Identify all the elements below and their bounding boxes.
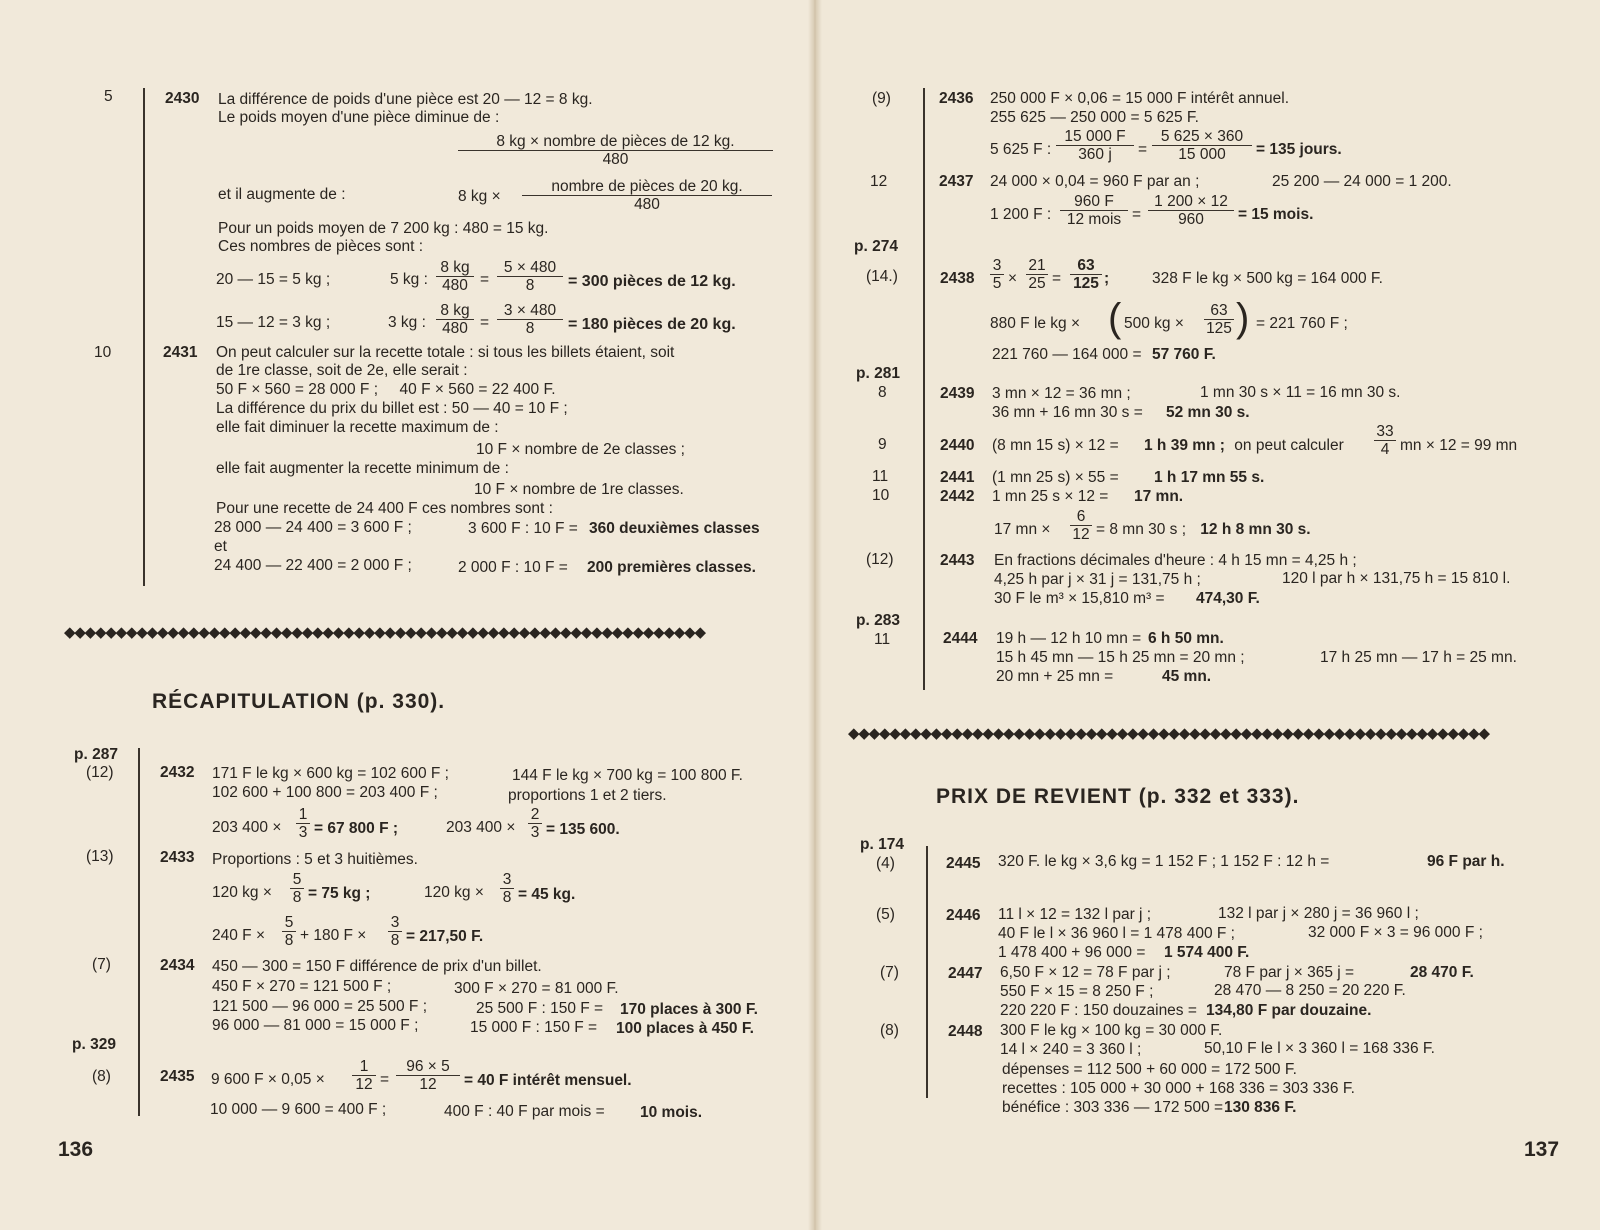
fraction: $\frac{1}{3}$ [296,806,310,841]
text-line: + 180 F × [300,927,367,944]
problem-number: 2446 [946,907,981,924]
text-line: 240 F × [212,927,265,944]
text-line: 28 000 — 24 400 = 3 600 F ; [214,519,412,536]
text-line: 203 400 × [446,819,516,836]
equals: = [1052,270,1062,287]
result: 28 470 F. [1410,964,1474,981]
text-line: 32 000 F × 3 = 96 000 F ; [1308,924,1483,941]
result: 100 places à 450 F. [616,1020,754,1037]
text-line: 19 h — 12 h 10 mn = [996,630,1146,647]
equals: = [480,271,490,288]
text-line: recettes : 105 000 + 30 000 + 168 336 = 303 336 F. [1002,1080,1355,1097]
problem-number: 2430 [165,90,200,107]
text-line: 17 h 25 mn — 17 h = 25 mn. [1320,649,1517,666]
text-line: elle fait diminuer la recette maximum de : [216,419,499,436]
page-number: 136 [58,1138,94,1161]
text-line: 400 F : 40 F par mois = [444,1103,609,1120]
text-line: Proportions : 5 et 3 huitièmes. [212,851,418,868]
text-line: 550 F × 15 = 8 250 F ; [1000,983,1154,1000]
text-line: 120 l par h × 131,75 h = 15 810 l. [1282,570,1511,587]
text-line: 20 mn + 25 mn = [996,668,1118,685]
text-line: 3 kg : [388,314,426,331]
margin-ref: (4) [876,855,895,872]
text-line: 2 000 F : 10 F = [458,559,573,576]
text-line: 1 478 400 + 96 000 = [998,944,1150,961]
text-line: 50 F × 560 = 28 000 F ; 40 F × 560 = 22 400 F. [216,381,556,398]
fraction: $\frac{21}{25}$ [1026,257,1048,292]
result: = 40 F intérêt mensuel. [464,1072,632,1089]
text-line: 328 F le kg × 500 kg = 164 000 F. [1152,270,1383,287]
text-line: 8 kg × [458,188,501,205]
text-line: 11 l × 12 = 132 l par j ; [998,906,1152,923]
text-line: 120 kg × [212,884,272,901]
text-line: mn × 12 = 99 mn [1400,437,1518,454]
text-line: 24 000 × 0,04 = 960 F par an ; [990,173,1200,190]
margin-ref: (9) [872,90,891,107]
result: = 135 600. [546,821,620,838]
margin-page-ref: p. 287 [74,746,118,763]
text-line: 5 kg : [390,271,428,288]
text-line: 6,50 F × 12 = 78 F par j ; [1000,964,1171,981]
problem-number: 2433 [160,849,195,866]
margin-rule [923,88,925,690]
text-line: 500 kg × [1124,315,1184,332]
problem-number: 2437 [939,173,974,190]
fraction: $\frac{15 000 F}{360 j}$ [1056,128,1134,163]
margin-page-ref: p. 329 [72,1036,116,1053]
text-line: 102 600 + 100 800 = 203 400 F ; [212,784,438,801]
fraction: 8 kg × nombre de pièces de 12 kg. 480 [458,133,773,168]
text-line: 20 — 15 = 5 kg ; [216,271,331,288]
margin-page-ref: p. 274 [854,238,898,255]
problem-number: 2432 [160,764,195,781]
text-line: 4,25 h par j × 31 j = 131,75 h ; [994,571,1201,588]
fraction: $\frac{5}{8}$ [290,871,304,906]
text-line: 50,10 F le l × 3 360 l = 168 336 F. [1204,1040,1435,1057]
text-line: 17 mn × [994,521,1051,538]
text-line: 1 mn 25 s × 12 = [992,488,1113,505]
text-line: 3 mn × 12 = 36 mn ; [992,385,1131,402]
fraction: $\frac{3}{5}$ [990,257,1004,292]
problem-number: 2447 [948,965,983,982]
margin-ref: (7) [880,964,899,981]
margin-ref: 10 [872,487,890,504]
result: = 15 mois. [1238,206,1314,223]
fraction: $\frac{3 \times 480}{8}$ [497,302,563,337]
text-line: 78 F par j × 365 j = [1224,964,1359,981]
text-line: proportions 1 et 2 tiers. [508,787,667,804]
margin-ref: (12) [866,551,894,568]
result: 1 h 39 mn ; [1144,437,1225,454]
fraction: nombre de pièces de 20 kg. 480 [522,178,772,213]
page-number: 137 [1524,1138,1560,1161]
result: 130 836 F. [1224,1099,1297,1116]
text-line: (8 mn 15 s) × 12 = [992,437,1123,454]
problem-number: 2445 [946,855,981,872]
problem-number: 2435 [160,1068,195,1085]
problem-number: 2438 [940,270,975,287]
fraction: $\frac{2}{3}$ [528,806,542,841]
fraction: $\frac{33}{4}$ [1374,423,1396,458]
margin-rule [926,846,928,1098]
text-line: 132 l par j × 280 j = 36 960 l ; [1218,905,1419,922]
text-line: = 8 mn 30 s ; [1096,521,1187,538]
margin-ref: 5 [104,88,113,105]
text-line: 30 F le m³ × 15,810 m³ = [994,590,1169,607]
text-line: 220 220 F : 150 douzaines = [1000,1002,1202,1019]
text-line: 250 000 F × 0,06 = 15 000 F intérêt annuel. [990,90,1290,107]
equals: = [480,314,490,331]
text-line: 144 F le kg × 700 kg = 100 800 F. [512,767,743,784]
text-line: La différence de poids d'une pièce est 20 — 12 = 8 kg. [218,91,593,108]
result: = 45 kg. [518,886,576,903]
problem-number: 2443 [940,552,975,569]
text-line: 300 F le kg × 100 kg = 30 000 F. [1000,1022,1223,1039]
fraction: $\frac{8 kg}{480}$ [436,302,474,337]
fraction: $\frac{5 625 \times 360}{15 000}$ [1152,128,1252,163]
text-line: 171 F le kg × 600 kg = 102 600 F ; [212,765,449,782]
text-line: de 1re classe, soit de 2e, elle serait : [216,362,468,379]
fraction: $\frac{5}{8}$ [282,914,296,949]
margin-ref: 10 [94,344,112,361]
text-line: 880 F le kg × [990,315,1081,332]
text-line: 15 — 12 = 3 kg ; [216,314,331,331]
fraction: $\frac{63}{125}$ [1204,302,1234,337]
text-line: 450 — 300 = 150 F différence de prix d'un billet. [212,958,542,975]
text-line: 25 500 F : 150 F = [476,1000,608,1017]
text-line: 221 760 — 164 000 = [992,346,1146,363]
text-line: 300 F × 270 = 81 000 F. [454,980,619,997]
text-line: 28 470 — 8 250 = 20 220 F. [1214,982,1406,999]
problem-number: 2448 [948,1023,983,1040]
problem-number: 2442 [940,488,975,505]
result: 474,30 F. [1196,590,1260,607]
fraction: $\frac{6}{12}$ [1070,508,1092,543]
left-parenthesis: ( [1108,296,1122,340]
result: 17 mn. [1134,488,1184,505]
fraction: $\frac{5 \times 480}{8}$ [497,259,563,294]
margin-ref: 11 [872,468,889,485]
result: = 135 jours. [1256,141,1342,158]
text-line: 1 mn 30 s × 11 = 16 mn 30 s. [1200,384,1401,401]
margin-ref: (12) [86,764,114,781]
result: 170 places à 300 F. [620,1001,758,1018]
separator: ; [1104,270,1110,287]
section-title: PRIX DE REVIENT (p. 332 et 333). [936,785,1300,808]
section-title: RÉCAPITULATION (p. 330). [152,690,446,713]
result: = 180 pièces de 20 kg. [568,316,736,333]
margin-ref: 9 [878,436,887,453]
fraction: $\frac{8 kg}{480}$ [436,259,474,294]
result: 12 h 8 mn 30 s. [1196,521,1311,538]
fraction: $\frac{63}{125}$ [1070,257,1102,292]
result: = 75 kg ; [308,885,371,902]
problem-number: 2434 [160,957,195,974]
problem-number: 2431 [163,344,198,361]
problem-number: 2439 [940,385,975,402]
margin-page-ref: p. 174 [860,836,904,853]
text-line: Le poids moyen d'une pièce diminue de : [218,109,500,126]
result: 10 mois. [640,1104,703,1121]
operator: × [1008,270,1018,287]
margin-rule [138,748,140,1116]
margin-rule [143,88,145,586]
text-line: On peut calculer sur la recette totale : si tous les billets étaient, soit [216,344,675,361]
text-line: 203 400 × [212,819,282,836]
result: 96 F par h. [1427,853,1505,870]
text-line: 450 F × 270 = 121 500 F ; [212,978,392,995]
result: 360 deuxièmes classes [589,520,760,537]
fraction: $\frac{3}{8}$ [500,871,514,906]
text-line: 96 000 — 81 000 = 15 000 F ; [212,1017,419,1034]
text-line: Ces nombres de pièces sont : [218,238,424,255]
text-line: 40 F le l × 36 960 l = 1 478 400 F ; [998,925,1235,942]
margin-ref: (14.) [866,268,898,285]
margin-ref: (8) [92,1068,111,1085]
text-line: 10 000 — 9 600 = 400 F ; [210,1101,387,1118]
margin-ref: 11 [874,631,891,648]
problem-number: 2441 [940,469,975,486]
text-line: 9 600 F × 0,05 × [211,1071,325,1088]
text-line: 255 625 — 250 000 = 5 625 F. [990,109,1199,126]
text-line: 1 200 F : [990,206,1052,223]
result: 1 574 400 F. [1164,944,1250,961]
text-line: La différence du prix du billet est : 50 — 40 = 10 F ; [216,400,568,417]
margin-ref: (7) [92,956,111,973]
result: = 300 pièces de 12 kg. [568,273,736,290]
result: 45 mn. [1162,668,1212,685]
text-line: elle fait augmenter la recette minimum de : [216,460,509,477]
text-line: Pour un poids moyen de 7 200 kg : 480 = 15 kg. [218,220,549,237]
text-line: 24 400 — 22 400 = 2 000 F ; [214,557,412,574]
margin-ref: (5) [876,906,895,923]
result: 6 h 50 mn. [1148,630,1224,647]
problem-number: 2440 [940,437,975,454]
fraction: $\frac{1}{12}$ [352,1058,376,1093]
margin-ref: (13) [86,848,114,865]
text-line: 10 F × nombre de 2e classes ; [476,441,685,458]
text-line: bénéfice : 303 336 — 172 500 = [1002,1099,1228,1116]
margin-ref: 12 [870,173,888,190]
equals: = [1138,141,1148,158]
margin-page-ref: p. 281 [856,365,900,382]
text-line: (1 mn 25 s) × 55 = [992,469,1123,486]
fraction: $\frac{3}{8}$ [388,914,402,949]
text-line: 121 500 — 96 000 = 25 500 F ; [212,998,428,1015]
margin-ref: 8 [878,384,887,401]
result: 200 premières classes. [587,559,756,576]
text-line: 25 200 — 24 000 = 1 200. [1272,173,1452,190]
result: 1 h 17 mn 55 s. [1154,469,1265,486]
margin-ref: (8) [880,1022,899,1039]
ornament-divider: ◆◆◆◆◆◆◆◆◆◆◆◆◆◆◆◆◆◆◆◆◆◆◆◆◆◆◆◆◆◆◆◆◆◆◆◆◆◆◆◆◆◆◆◆◆◆◆◆◆◆◆◆◆◆◆◆◆◆◆◆◆◆ [848,725,1489,742]
text-line: on peut calculer [1230,437,1344,454]
result: 57 760 F. [1152,346,1216,363]
text-line: 3 600 F : 10 F = [468,520,583,537]
ornament-divider: ◆◆◆◆◆◆◆◆◆◆◆◆◆◆◆◆◆◆◆◆◆◆◆◆◆◆◆◆◆◆◆◆◆◆◆◆◆◆◆◆◆◆◆◆◆◆◆◆◆◆◆◆◆◆◆◆◆◆◆◆◆◆ [64,624,705,641]
result: = 67 800 F ; [314,820,399,837]
margin-page-ref: p. 283 [856,612,900,629]
fraction: $\frac{96 \times 5}{12}$ [396,1058,460,1093]
fraction: $\frac{1 200 \times 12}{960}$ [1148,193,1234,228]
text-line: et il augmente de : [218,186,346,203]
text-line: 15 000 F : 150 F = [470,1019,602,1036]
text-line: 10 F × nombre de 1re classes. [474,481,684,498]
text-line: 15 h 45 mn — 15 h 25 mn = 20 mn ; [996,649,1245,666]
problem-number: 2444 [943,630,978,647]
fraction: 960 F 12 mois [1060,193,1128,228]
text-line: 14 l × 240 = 3 360 l ; [1000,1041,1142,1058]
result: 52 mn 30 s. [1166,404,1250,421]
right-parenthesis: ) [1236,296,1250,340]
text-line: dépenses = 112 500 + 60 000 = 172 500 F. [1002,1061,1297,1078]
text-line: = 221 760 F ; [1256,315,1348,332]
equals: = [380,1071,390,1088]
text-line: 320 F. le kg × 3,6 kg = 1 152 F ; 1 152 F : 12 h = [998,853,1334,870]
equals: = [1132,206,1142,223]
text-line: 5 625 F : [990,141,1052,158]
result: = 217,50 F. [406,928,484,945]
book-gutter [808,0,822,1230]
text-line: 36 mn + 16 mn 30 s = [992,404,1148,421]
text-line: Pour une recette de 24 400 F ces nombres sont : [216,500,553,517]
result: 134,80 F par douzaine. [1206,1002,1372,1019]
text-line: et [214,538,227,555]
text-line: 120 kg × [424,884,484,901]
text-line: En fractions décimales d'heure : 4 h 15 mn = 4,25 h ; [994,552,1357,569]
problem-number: 2436 [939,90,974,107]
